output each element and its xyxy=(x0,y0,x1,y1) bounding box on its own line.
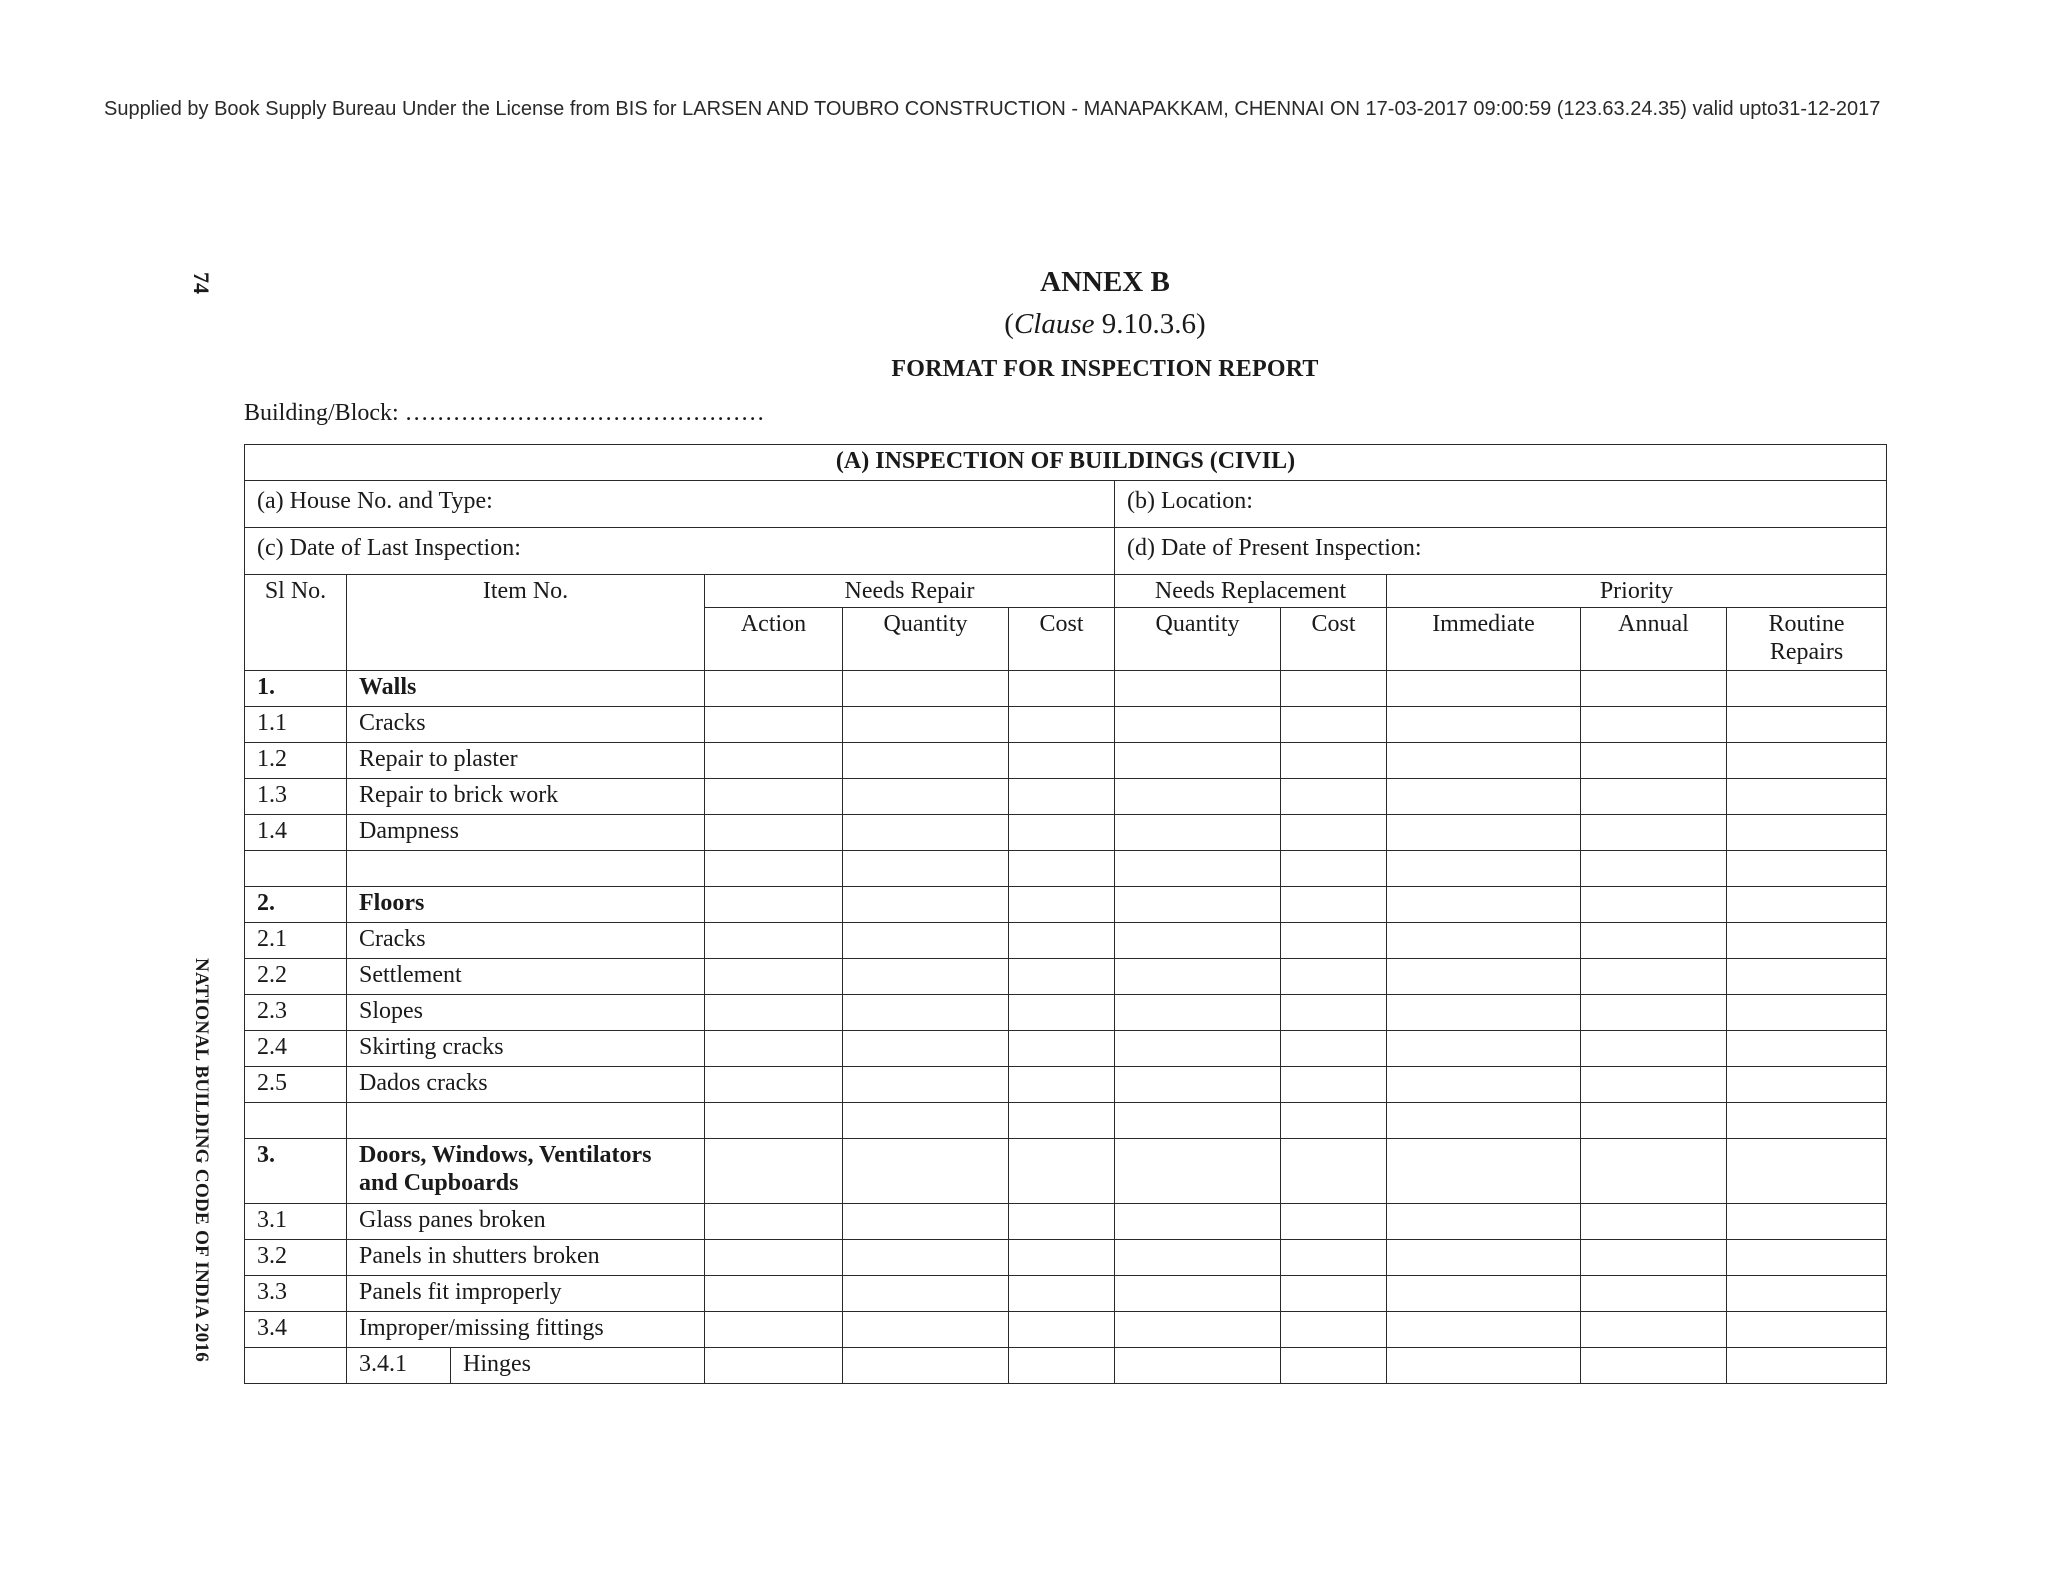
row-sl-no: 1. xyxy=(245,671,347,707)
clause-open: ( xyxy=(1004,308,1014,340)
row-item xyxy=(347,851,705,887)
empty-cell xyxy=(1009,1139,1115,1204)
col-routine-repairs: Routine Repairs xyxy=(1727,608,1887,671)
building-block-field: Building/Block: ……………………………………… xyxy=(244,400,765,426)
annex-title: ANNEX B xyxy=(1040,266,1170,298)
col-sl-no: Sl No. xyxy=(245,575,347,671)
empty-cell xyxy=(1115,1276,1281,1312)
col-annual: Annual xyxy=(1581,608,1727,671)
inspection-table xyxy=(244,444,1887,1384)
sub-item-name: Hinges xyxy=(451,1348,705,1384)
empty-cell xyxy=(705,923,843,959)
empty-cell xyxy=(705,671,843,707)
row-sl-no: 2.3 xyxy=(245,995,347,1031)
empty-cell xyxy=(1581,1031,1727,1067)
empty-cell xyxy=(1387,815,1581,851)
empty-cell xyxy=(705,1103,843,1139)
empty-cell xyxy=(1009,887,1115,923)
last-inspection-label: (c) Date of Last Inspection: xyxy=(245,528,1115,575)
empty-cell xyxy=(843,887,1009,923)
empty-cell xyxy=(705,1276,843,1312)
empty-cell xyxy=(1009,1276,1115,1312)
empty-cell xyxy=(1581,1103,1727,1139)
empty-cell xyxy=(1581,707,1727,743)
empty-cell xyxy=(843,1067,1009,1103)
empty-cell xyxy=(1281,1204,1387,1240)
empty-cell xyxy=(1281,743,1387,779)
empty-cell xyxy=(1387,1103,1581,1139)
empty-cell xyxy=(1581,815,1727,851)
empty-cell xyxy=(1727,887,1887,923)
table-row xyxy=(245,1204,1887,1240)
empty-cell xyxy=(843,1031,1009,1067)
page-number: 74 xyxy=(189,272,214,294)
row-item: Floors xyxy=(347,887,705,923)
empty-cell xyxy=(1115,671,1281,707)
empty-cell xyxy=(1727,671,1887,707)
empty-cell xyxy=(1387,1031,1581,1067)
empty-cell xyxy=(1115,1312,1281,1348)
license-watermark-top: Supplied by Book Supply Bureau Under the License from BIS for LARSEN AND TOUBRO CONSTRUCTION - MANAPAKKAM, CHENNAI ON 17-03-2017 09:00:59 (123.63.24.35) valid upto31-12-2017 xyxy=(104,98,1881,120)
empty-cell xyxy=(1115,995,1281,1031)
col-item-no: Item No. xyxy=(347,575,705,671)
empty-cell xyxy=(1581,1312,1727,1348)
empty-cell xyxy=(1727,1031,1887,1067)
house-no-label: (a) House No. and Type: xyxy=(245,481,1115,528)
empty-cell xyxy=(1387,1139,1581,1204)
row-item xyxy=(347,1103,705,1139)
empty-cell xyxy=(1387,707,1581,743)
empty-cell xyxy=(843,779,1009,815)
empty-cell xyxy=(1115,851,1281,887)
row-sl-no: 2.5 xyxy=(245,1067,347,1103)
empty-cell xyxy=(1727,1067,1887,1103)
empty-cell xyxy=(1387,1240,1581,1276)
empty-cell xyxy=(1009,851,1115,887)
empty-cell xyxy=(1281,995,1387,1031)
empty-cell xyxy=(1281,1240,1387,1276)
row-sl-no xyxy=(245,1348,347,1384)
empty-cell xyxy=(1387,779,1581,815)
empty-cell xyxy=(1115,1103,1281,1139)
empty-cell xyxy=(1009,779,1115,815)
empty-cell xyxy=(705,995,843,1031)
row-sl-no: 1.2 xyxy=(245,743,347,779)
empty-cell xyxy=(1281,1312,1387,1348)
empty-cell xyxy=(1581,1139,1727,1204)
table-sub-row xyxy=(245,1348,1887,1384)
row-sl-no: 3. xyxy=(245,1139,347,1204)
empty-cell xyxy=(1727,779,1887,815)
empty-cell xyxy=(1009,743,1115,779)
empty-cell xyxy=(1009,1312,1115,1348)
row-item: Repair to brick work xyxy=(347,779,705,815)
empty-cell xyxy=(1281,1067,1387,1103)
row-item: Cracks xyxy=(347,923,705,959)
empty-cell xyxy=(1581,779,1727,815)
empty-cell xyxy=(1115,959,1281,995)
empty-cell xyxy=(1115,743,1281,779)
empty-cell xyxy=(1387,743,1581,779)
row-sl-no xyxy=(245,851,347,887)
clause-ref: 9.10.3.6) xyxy=(1094,308,1206,340)
row-sl-no: 1.3 xyxy=(245,779,347,815)
col-needs-replacement: Needs Replacement xyxy=(1115,575,1387,608)
empty-cell xyxy=(1727,1103,1887,1139)
empty-cell xyxy=(1581,671,1727,707)
empty-cell xyxy=(1115,887,1281,923)
empty-cell xyxy=(1009,995,1115,1031)
row-item: Panels fit improperly xyxy=(347,1276,705,1312)
empty-cell xyxy=(1727,707,1887,743)
empty-cell xyxy=(1387,1348,1581,1384)
empty-cell xyxy=(1281,851,1387,887)
row-sl-no: 2. xyxy=(245,887,347,923)
empty-cell xyxy=(705,707,843,743)
col-priority: Priority xyxy=(1387,575,1887,608)
empty-cell xyxy=(1387,887,1581,923)
row-item: Repair to plaster xyxy=(347,743,705,779)
table-row xyxy=(245,851,1887,887)
empty-cell xyxy=(1009,1103,1115,1139)
empty-cell xyxy=(1387,995,1581,1031)
present-inspection-label: (d) Date of Present Inspection: xyxy=(1115,528,1887,575)
empty-cell xyxy=(1387,959,1581,995)
table-row xyxy=(245,671,1887,707)
empty-cell xyxy=(1115,1067,1281,1103)
empty-cell xyxy=(843,1240,1009,1276)
empty-cell xyxy=(1727,1139,1887,1204)
row-item: Skirting cracks xyxy=(347,1031,705,1067)
empty-cell xyxy=(1387,1312,1581,1348)
empty-cell xyxy=(843,1348,1009,1384)
table-row xyxy=(245,959,1887,995)
empty-cell xyxy=(705,959,843,995)
row-sl-no: 2.2 xyxy=(245,959,347,995)
empty-cell xyxy=(705,815,843,851)
empty-cell xyxy=(1115,1204,1281,1240)
col-repair-cost: Cost xyxy=(1009,608,1115,671)
empty-cell xyxy=(1581,1240,1727,1276)
location-label: (b) Location: xyxy=(1115,481,1887,528)
empty-cell xyxy=(1387,1276,1581,1312)
empty-cell xyxy=(1581,995,1727,1031)
empty-cell xyxy=(843,815,1009,851)
empty-cell xyxy=(1281,887,1387,923)
empty-cell xyxy=(1727,923,1887,959)
empty-cell xyxy=(1387,671,1581,707)
empty-cell xyxy=(1115,923,1281,959)
table-row xyxy=(245,923,1887,959)
empty-cell xyxy=(1727,743,1887,779)
row-sl-no xyxy=(245,1103,347,1139)
row-item: Panels in shutters broken xyxy=(347,1240,705,1276)
row-sl-no: 3.4 xyxy=(245,1312,347,1348)
empty-cell xyxy=(1281,779,1387,815)
empty-cell xyxy=(1727,1276,1887,1312)
empty-cell xyxy=(843,1276,1009,1312)
empty-cell xyxy=(1009,1031,1115,1067)
empty-cell xyxy=(1581,959,1727,995)
annex-clause xyxy=(0,308,2048,341)
empty-cell xyxy=(843,923,1009,959)
empty-cell xyxy=(1387,851,1581,887)
empty-cell xyxy=(1115,1348,1281,1384)
table-row xyxy=(245,1240,1887,1276)
empty-cell xyxy=(843,959,1009,995)
row-sl-no: 3.3 xyxy=(245,1276,347,1312)
table-row xyxy=(245,779,1887,815)
table-row xyxy=(245,887,1887,923)
empty-cell xyxy=(1727,959,1887,995)
empty-cell xyxy=(1387,1204,1581,1240)
col-immediate: Immediate xyxy=(1387,608,1581,671)
empty-cell xyxy=(1009,815,1115,851)
table-row xyxy=(245,815,1887,851)
col-replacement-quantity: Quantity xyxy=(1115,608,1281,671)
empty-cell xyxy=(705,1348,843,1384)
empty-cell xyxy=(1115,1240,1281,1276)
row-sl-no: 2.1 xyxy=(245,923,347,959)
table-row xyxy=(245,1031,1887,1067)
empty-cell xyxy=(705,887,843,923)
empty-cell xyxy=(843,1103,1009,1139)
empty-cell xyxy=(1581,743,1727,779)
empty-cell xyxy=(705,1312,843,1348)
row-item: Settlement xyxy=(347,959,705,995)
empty-cell xyxy=(1281,815,1387,851)
table-row xyxy=(245,1312,1887,1348)
empty-cell xyxy=(705,1240,843,1276)
empty-cell xyxy=(843,671,1009,707)
empty-cell xyxy=(1387,1067,1581,1103)
row-sl-no: 2.4 xyxy=(245,1031,347,1067)
empty-cell xyxy=(1581,1348,1727,1384)
col-needs-repair: Needs Repair xyxy=(705,575,1115,608)
empty-cell xyxy=(1727,1204,1887,1240)
table-row xyxy=(245,1276,1887,1312)
row-sl-no: 1.4 xyxy=(245,815,347,851)
empty-cell xyxy=(705,779,843,815)
row-sl-no: 1.1 xyxy=(245,707,347,743)
empty-cell xyxy=(705,1204,843,1240)
table-row xyxy=(245,743,1887,779)
empty-cell xyxy=(1581,923,1727,959)
empty-cell xyxy=(1115,815,1281,851)
table-row xyxy=(245,1103,1887,1139)
empty-cell xyxy=(1387,923,1581,959)
row-item: Slopes xyxy=(347,995,705,1031)
empty-cell xyxy=(1727,1240,1887,1276)
empty-cell xyxy=(1281,671,1387,707)
empty-cell xyxy=(1581,1276,1727,1312)
row-sl-no: 3.2 xyxy=(245,1240,347,1276)
empty-cell xyxy=(1727,851,1887,887)
empty-cell xyxy=(1009,1348,1115,1384)
row-item: Walls xyxy=(347,671,705,707)
empty-cell xyxy=(1009,923,1115,959)
empty-cell xyxy=(1727,1348,1887,1384)
empty-cell xyxy=(843,707,1009,743)
empty-cell xyxy=(705,743,843,779)
table-row xyxy=(245,1067,1887,1103)
row-item: Dampness xyxy=(347,815,705,851)
col-action: Action xyxy=(705,608,843,671)
table-row xyxy=(245,1139,1887,1204)
empty-cell xyxy=(1581,851,1727,887)
empty-cell xyxy=(1281,1031,1387,1067)
empty-cell xyxy=(1281,923,1387,959)
table-row xyxy=(245,707,1887,743)
row-item: Glass panes broken xyxy=(347,1204,705,1240)
empty-cell xyxy=(1281,959,1387,995)
empty-cell xyxy=(1281,1348,1387,1384)
empty-cell xyxy=(705,851,843,887)
empty-cell xyxy=(1281,1139,1387,1204)
empty-cell xyxy=(1581,1204,1727,1240)
empty-cell xyxy=(843,1139,1009,1204)
empty-cell xyxy=(1115,707,1281,743)
col-repair-quantity: Quantity xyxy=(843,608,1009,671)
empty-cell xyxy=(1581,887,1727,923)
row-item: Dados cracks xyxy=(347,1067,705,1103)
row-item: Improper/missing fittings xyxy=(347,1312,705,1348)
empty-cell xyxy=(1009,671,1115,707)
empty-cell xyxy=(1281,707,1387,743)
empty-cell xyxy=(1009,1204,1115,1240)
empty-cell xyxy=(1115,1031,1281,1067)
empty-cell xyxy=(1727,995,1887,1031)
row-item: Doors, Windows, Ventilators and Cupboards xyxy=(347,1139,705,1204)
empty-cell xyxy=(1281,1103,1387,1139)
format-title: FORMAT FOR INSPECTION REPORT xyxy=(891,356,1319,382)
empty-cell xyxy=(1009,959,1115,995)
empty-cell xyxy=(1009,707,1115,743)
empty-cell xyxy=(843,1312,1009,1348)
empty-cell xyxy=(843,995,1009,1031)
row-sl-no: 3.1 xyxy=(245,1204,347,1240)
empty-cell xyxy=(843,1204,1009,1240)
empty-cell xyxy=(705,1031,843,1067)
empty-cell xyxy=(843,851,1009,887)
empty-cell xyxy=(1281,1276,1387,1312)
empty-cell xyxy=(1009,1240,1115,1276)
clause-word: Clause xyxy=(1013,308,1095,340)
table-row xyxy=(245,995,1887,1031)
empty-cell xyxy=(843,743,1009,779)
empty-cell xyxy=(1727,815,1887,851)
empty-cell xyxy=(1009,1067,1115,1103)
empty-cell xyxy=(1727,1312,1887,1348)
empty-cell xyxy=(705,1067,843,1103)
row-item: Cracks xyxy=(347,707,705,743)
empty-cell xyxy=(705,1139,843,1204)
table-caption: (A) INSPECTION OF BUILDINGS (CIVIL) xyxy=(245,445,1887,481)
empty-cell xyxy=(1581,1067,1727,1103)
col-replacement-cost: Cost xyxy=(1281,608,1387,671)
sub-item-code: 3.4.1 xyxy=(347,1348,451,1384)
running-footer: NATIONAL BUILDING CODE OF INDIA 2016 xyxy=(191,958,212,1363)
empty-cell xyxy=(1115,779,1281,815)
empty-cell xyxy=(1115,1139,1281,1204)
